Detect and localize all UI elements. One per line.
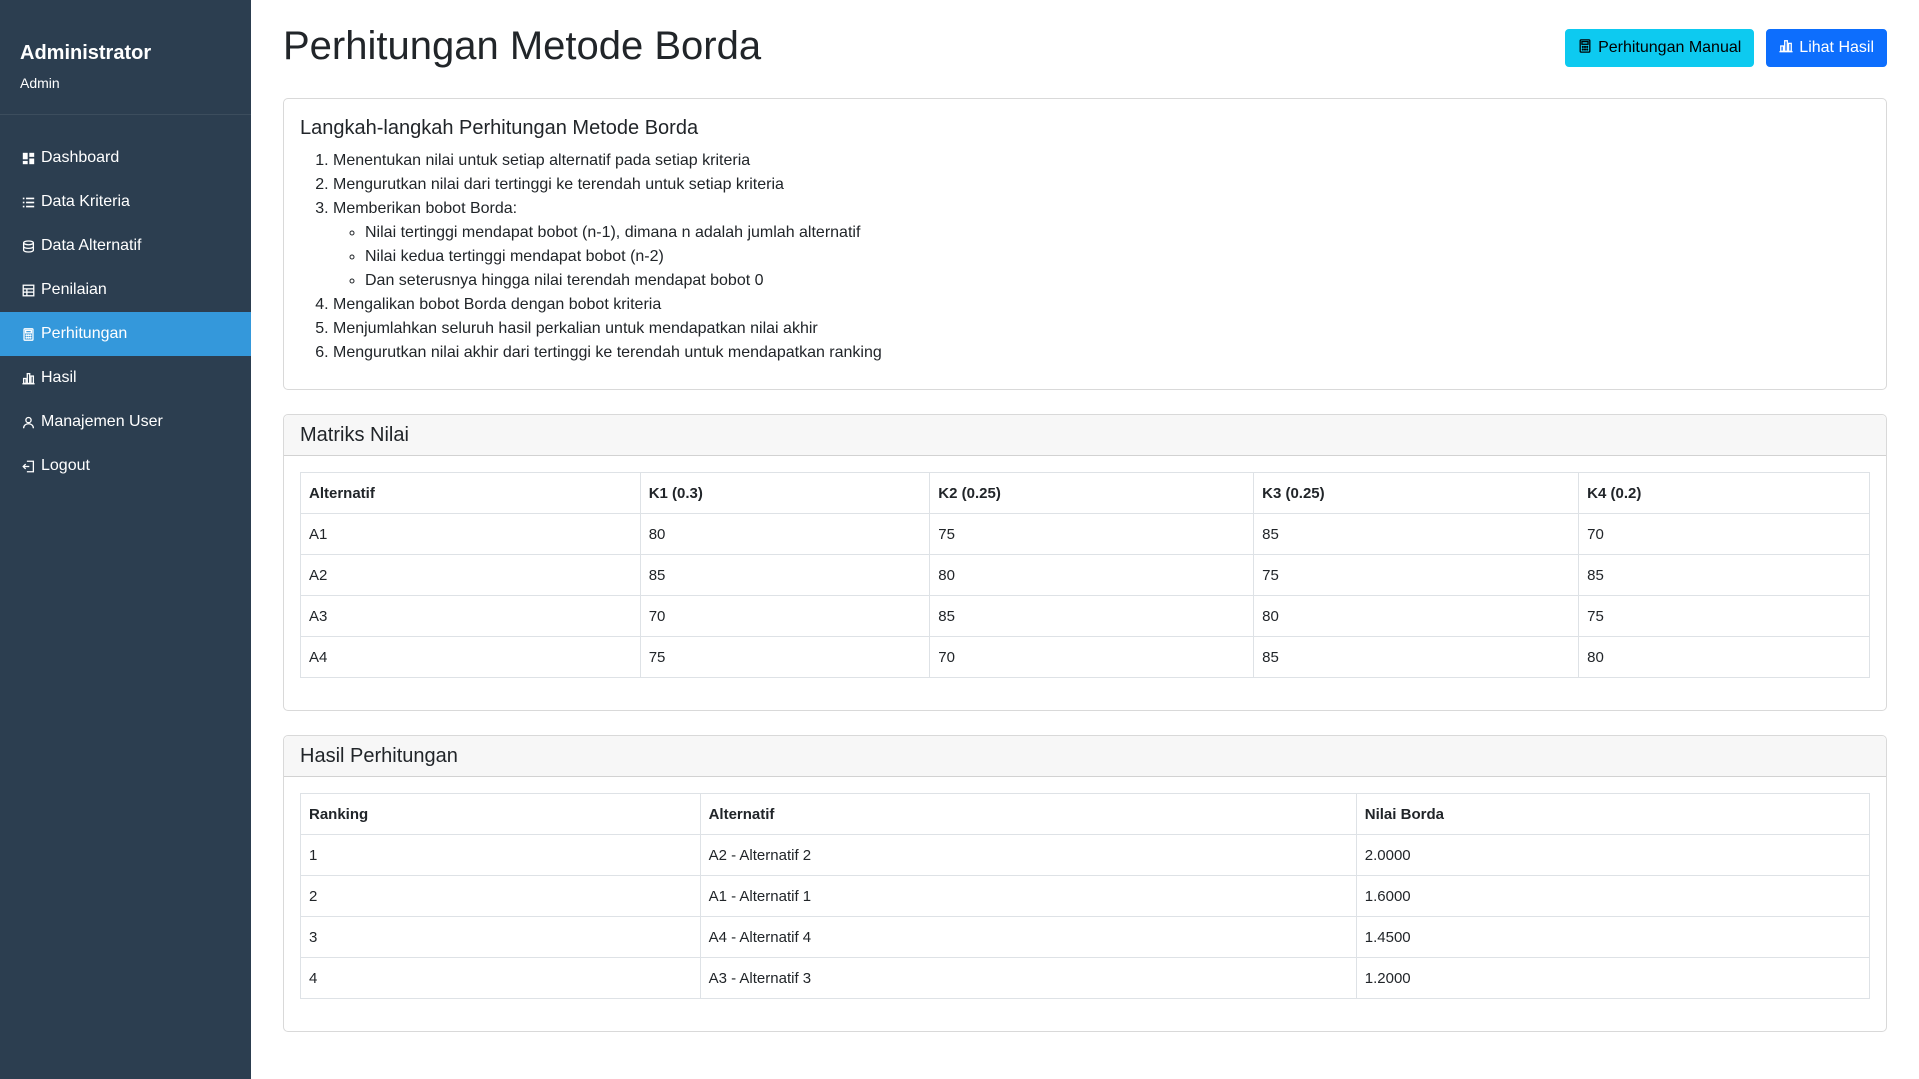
matrix-table bbox=[300, 472, 1870, 678]
list-icon bbox=[21, 195, 35, 209]
sidebar-subtitle: Admin bbox=[20, 75, 60, 91]
table-cell: 2 bbox=[301, 876, 701, 917]
table-row bbox=[301, 917, 1870, 958]
bar-chart-icon bbox=[1779, 39, 1793, 58]
sidebar-menu bbox=[0, 115, 251, 488]
sidebar-item-data-kriteria[interactable] bbox=[0, 180, 251, 224]
table-cell: 75 bbox=[1579, 596, 1870, 637]
column-header: K4 (0.2) bbox=[1579, 473, 1870, 514]
table-row bbox=[301, 835, 1870, 876]
manual-calculation-button[interactable] bbox=[1565, 29, 1754, 67]
calculator-icon bbox=[1578, 39, 1592, 58]
step-item: 4. Mengalikan bobot Borda dengan bobot kriteria bbox=[333, 293, 1870, 317]
table-cell: 2.0000 bbox=[1356, 835, 1869, 876]
sidebar-item-data-alternatif[interactable] bbox=[0, 224, 251, 268]
table-row bbox=[301, 958, 1870, 999]
table-cell: 4 bbox=[301, 958, 701, 999]
table-cell: A3 bbox=[301, 596, 641, 637]
sidebar-item-dashboard[interactable] bbox=[0, 136, 251, 180]
sidebar-item-label: Dashboard bbox=[41, 149, 120, 166]
table-cell: 3 bbox=[301, 917, 701, 958]
table-cell: 1.6000 bbox=[1356, 876, 1869, 917]
sidebar-title: Administrator bbox=[20, 42, 152, 64]
table-cell: 80 bbox=[930, 555, 1254, 596]
column-header: Alternatif bbox=[301, 473, 641, 514]
table-cell: 1.4500 bbox=[1356, 917, 1869, 958]
sidebar-item-manajemen-user[interactable] bbox=[0, 400, 251, 444]
table-cell: 70 bbox=[930, 637, 1254, 678]
matrix-card bbox=[283, 414, 1887, 711]
step-item: 1. Menentukan nilai untuk setiap alternatif pada setiap kriteria bbox=[333, 149, 1870, 173]
results-title: Hasil Perhitungan bbox=[284, 736, 1886, 777]
table-cell: 85 bbox=[1579, 555, 1870, 596]
manual-calculation-label: Perhitungan Manual bbox=[1598, 39, 1742, 56]
sidebar-item-label: Manajemen User bbox=[41, 413, 163, 430]
sidebar-item-penilaian[interactable] bbox=[0, 268, 251, 312]
page-title: Perhitungan Metode Borda bbox=[283, 24, 762, 68]
column-header: K1 (0.3) bbox=[640, 473, 930, 514]
steps-title: Langkah-langkah Perhitungan Metode Borda bbox=[300, 117, 699, 139]
sidebar-item-perhitungan[interactable] bbox=[0, 312, 251, 356]
steps-card bbox=[283, 98, 1887, 390]
steps-list bbox=[300, 149, 1870, 365]
table-cell: A2 bbox=[301, 555, 641, 596]
bar-chart-icon bbox=[21, 371, 35, 385]
table-cell: A1 bbox=[301, 514, 641, 555]
table-header-row bbox=[301, 794, 1870, 835]
table-cell: 75 bbox=[930, 514, 1254, 555]
logout-icon bbox=[21, 459, 35, 473]
table-cell: 75 bbox=[1254, 555, 1579, 596]
table-row bbox=[301, 876, 1870, 917]
table-cell: A1 - Alternatif 1 bbox=[700, 876, 1356, 917]
table-cell: 1.2000 bbox=[1356, 958, 1869, 999]
step-sub-list bbox=[333, 221, 1870, 293]
sidebar-item-label: Hasil bbox=[41, 369, 77, 386]
matrix-title: Matriks Nilai bbox=[284, 415, 1886, 456]
table-cell: A2 - Alternatif 2 bbox=[700, 835, 1356, 876]
view-results-label: Lihat Hasil bbox=[1799, 39, 1874, 56]
calculator-icon bbox=[21, 327, 35, 341]
sidebar-brand bbox=[0, 0, 251, 115]
table-cell: 70 bbox=[640, 596, 930, 637]
table-row bbox=[301, 596, 1870, 637]
table-icon bbox=[21, 283, 35, 297]
table-row bbox=[301, 514, 1870, 555]
step-item: 6. Mengurutkan nilai akhir dari tertinggi ke terendah untuk mendapatkan ranking bbox=[333, 341, 1870, 365]
database-icon bbox=[21, 239, 35, 253]
step-sub-item: ◦ Dan seterusnya hingga nilai terendah mendapat bobot 0 bbox=[365, 269, 1870, 293]
table-cell: 80 bbox=[1254, 596, 1579, 637]
step-sub-item: ◦ Nilai tertinggi mendapat bobot (n-1), dimana n adalah jumlah alternatif bbox=[365, 221, 1870, 245]
table-cell: A4 - Alternatif 4 bbox=[700, 917, 1356, 958]
table-cell: 80 bbox=[1579, 637, 1870, 678]
table-cell: A3 - Alternatif 3 bbox=[700, 958, 1356, 999]
dashboard-icon bbox=[21, 151, 35, 165]
column-header: Nilai Borda bbox=[1356, 794, 1869, 835]
sidebar bbox=[0, 0, 251, 1079]
sidebar-item-label: Logout bbox=[41, 457, 90, 474]
user-icon bbox=[21, 415, 35, 429]
table-cell: 70 bbox=[1579, 514, 1870, 555]
table-cell: 85 bbox=[640, 555, 930, 596]
table-cell: 85 bbox=[1254, 514, 1579, 555]
sidebar-item-label: Perhitungan bbox=[41, 325, 128, 342]
page-header bbox=[283, 0, 1887, 98]
results-table bbox=[300, 793, 1870, 999]
column-header: Alternatif bbox=[700, 794, 1356, 835]
table-cell: 1 bbox=[301, 835, 701, 876]
sidebar-item-logout[interactable] bbox=[0, 444, 251, 488]
column-header: Ranking bbox=[301, 794, 701, 835]
table-cell: A4 bbox=[301, 637, 641, 678]
step-item: 2. Mengurutkan nilai dari tertinggi ke terendah untuk setiap kriteria bbox=[333, 173, 1870, 197]
table-cell: 80 bbox=[640, 514, 930, 555]
results-card bbox=[283, 735, 1887, 1032]
table-cell: 85 bbox=[930, 596, 1254, 637]
step-item-with-sublist bbox=[333, 197, 1870, 293]
sidebar-item-label: Data Kriteria bbox=[41, 193, 130, 210]
view-results-button[interactable] bbox=[1766, 29, 1887, 67]
step-item: 5. Menjumlahkan seluruh hasil perkalian untuk mendapatkan nilai akhir bbox=[333, 317, 1870, 341]
sidebar-item-label: Data Alternatif bbox=[41, 237, 142, 254]
table-row bbox=[301, 637, 1870, 678]
step-sub-item: ◦ Nilai kedua tertinggi mendapat bobot (n-2) bbox=[365, 245, 1870, 269]
main-content bbox=[251, 0, 1919, 1079]
column-header: K3 (0.25) bbox=[1254, 473, 1579, 514]
table-row bbox=[301, 555, 1870, 596]
table-header-row bbox=[301, 473, 1870, 514]
table-cell: 85 bbox=[1254, 637, 1579, 678]
header-actions bbox=[1565, 29, 1887, 67]
sidebar-item-hasil[interactable] bbox=[0, 356, 251, 400]
column-header: K2 (0.25) bbox=[930, 473, 1254, 514]
step-item-label: Memberikan bobot Borda: bbox=[333, 200, 518, 217]
table-cell: 75 bbox=[640, 637, 930, 678]
sidebar-item-label: Penilaian bbox=[41, 281, 107, 298]
